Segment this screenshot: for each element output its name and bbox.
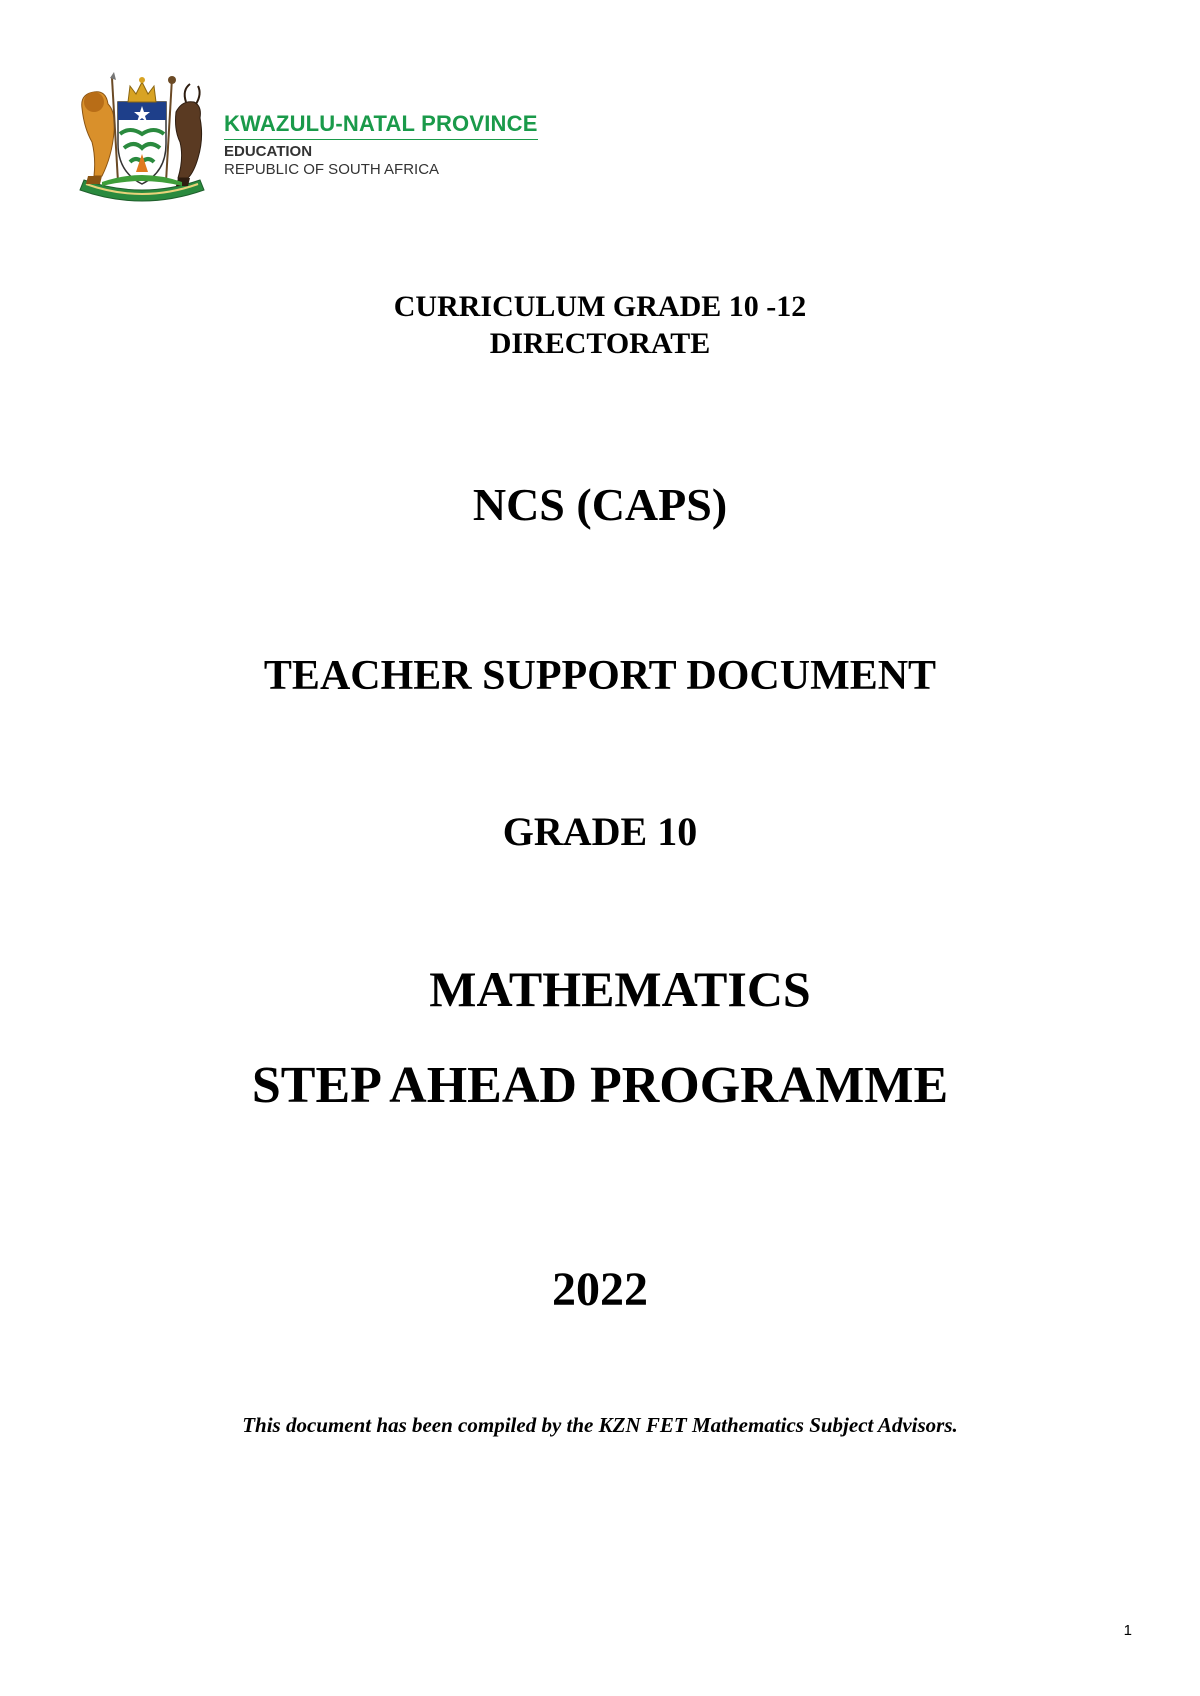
compiled-note: This document has been compiled by the KZN FET Mathematics Subject Advisors. [242, 1413, 958, 1437]
directorate-heading [0, 288, 1200, 362]
grade-heading: GRADE 10 [502, 809, 698, 854]
year-heading: 2022 [552, 1263, 648, 1316]
header [72, 72, 538, 208]
org-name: KWAZULU-NATAL PROVINCE [224, 111, 538, 140]
programme-heading: STEP AHEAD PROGRAMME [251, 1057, 949, 1114]
coat-of-arms-icon [72, 72, 212, 208]
department-name: EDUCATION [224, 142, 313, 160]
page-number: 1 [1123, 1622, 1132, 1639]
directorate-line-2: DIRECTORATE [489, 327, 711, 360]
document-type-heading: TEACHER SUPPORT DOCUMENT [263, 653, 937, 699]
ncs-heading: NCS (CAPS) [472, 479, 728, 530]
directorate-line-1: CURRICULUM GRADE 10 -12 [393, 290, 807, 323]
org-block [224, 111, 538, 178]
subject-heading: MATHEMATICS [429, 961, 811, 1017]
country-name: REPUBLIC OF SOUTH AFRICA [224, 160, 440, 178]
